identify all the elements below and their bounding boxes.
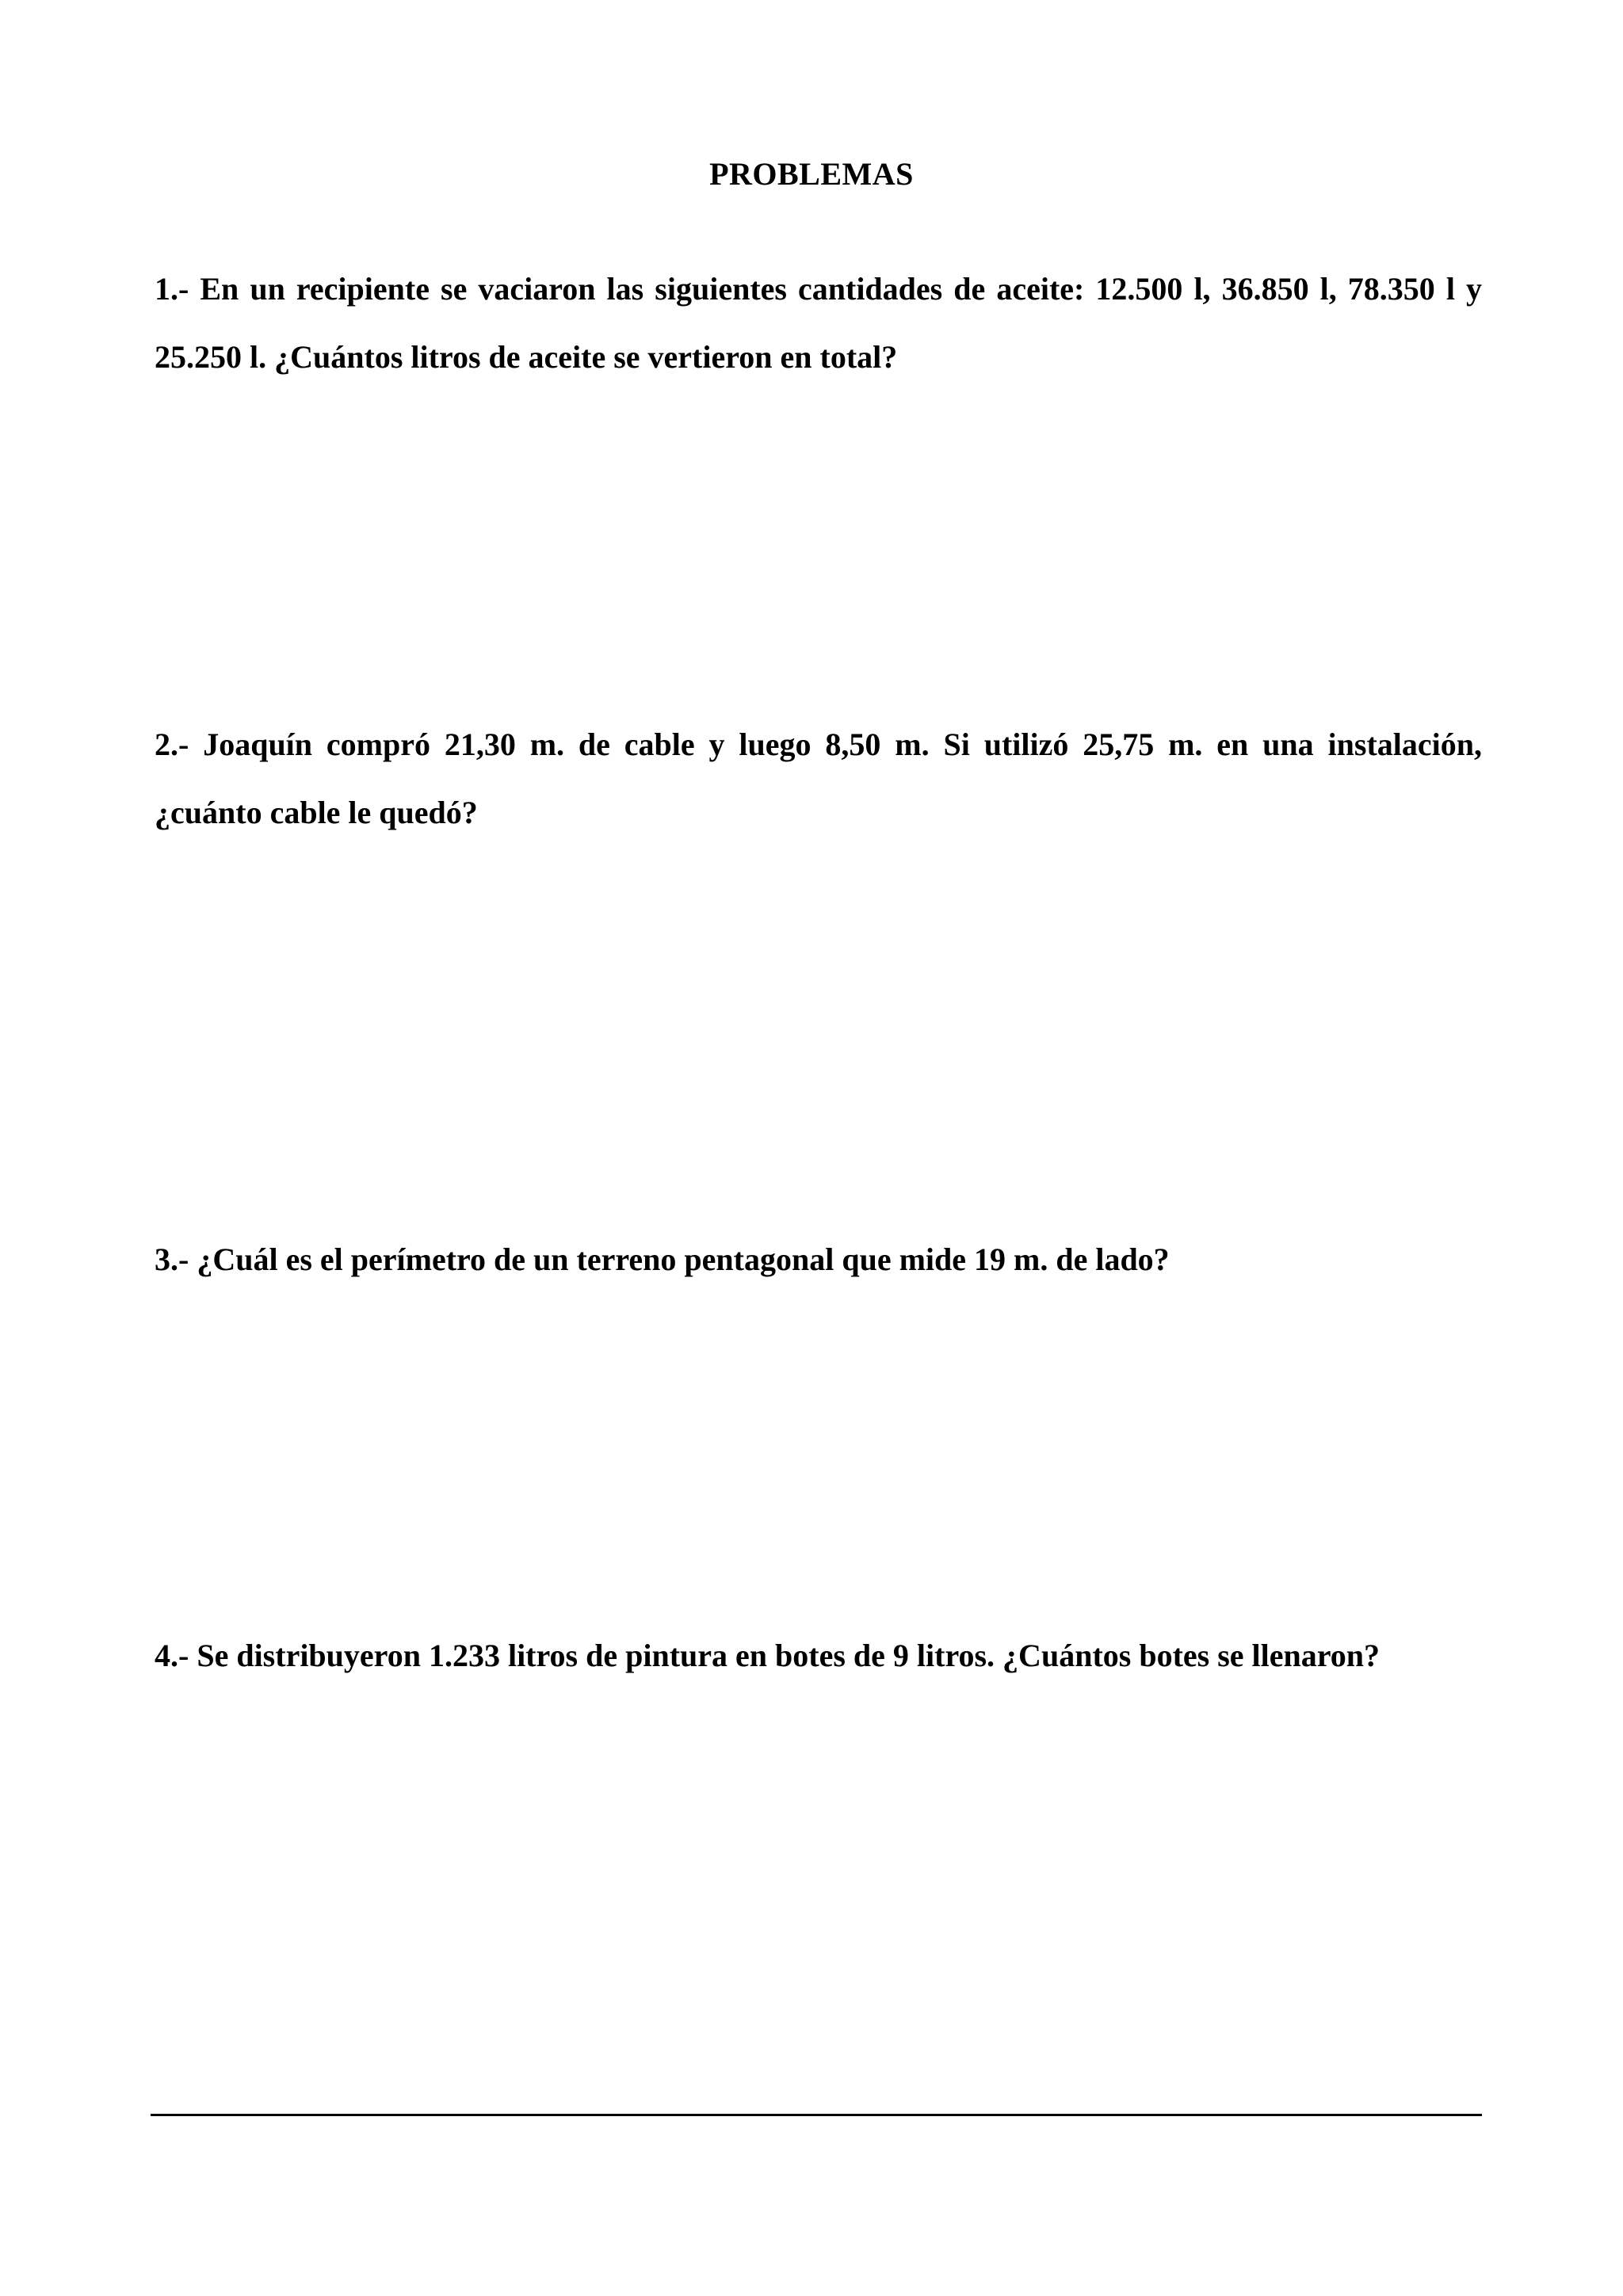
problem-3: 3.- ¿Cuál es el perímetro de un terreno pentagonal que mide 19 m. de lado? [155, 1241, 1170, 1277]
problem-1: 1.- En un recipiente se vaciaron las siguientes cantidades de aceite: 12.500 l, 36.850 l, 78.350 l y 25.250 l. ¿Cuántos litros de aceite se vertieron en total? [155, 271, 1482, 375]
problem-4: 4.- Se distribuyeron 1.233 litros de pintura en botes de 9 litros. ¿Cuántos botes se llenaron? [155, 1638, 1381, 1673]
footer-divider [151, 2114, 1482, 2116]
page-title: PROBLEMAS [709, 156, 914, 192]
problem-2: 2.- Joaquín compró 21,30 m. de cable y luego 8,50 m. Si utilizó 25,75 m. en una instalación, ¿cuánto cable le quedó? [155, 727, 1482, 830]
